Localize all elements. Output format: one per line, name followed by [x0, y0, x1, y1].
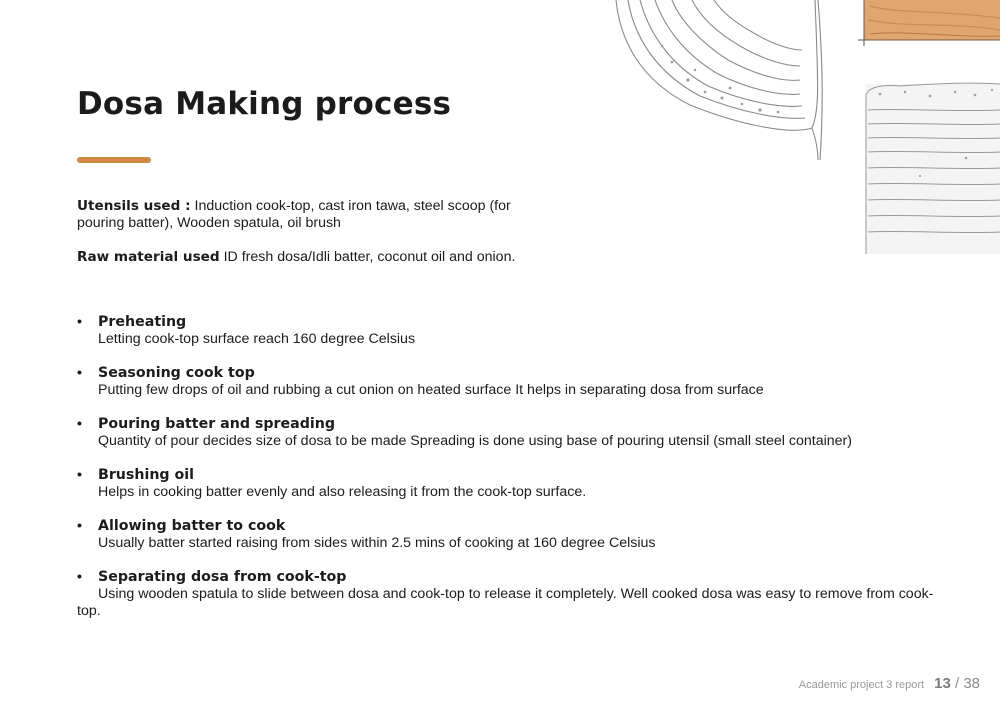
- step-description: Putting few drops of oil and rubbing a cut onion on heated surface It helps in separating dosa from surface: [98, 382, 764, 398]
- process-step: [77, 314, 937, 348]
- bullet-icon: •: [77, 569, 82, 585]
- step-title: Allowing batter to cook: [98, 518, 286, 534]
- bullet-icon: •: [77, 416, 82, 432]
- current-page: 13: [934, 675, 951, 692]
- process-step: [77, 569, 937, 620]
- step-description: Usually batter started raising from sides within 2.5 mins of cooking at 160 degree Celsius: [98, 535, 656, 551]
- utensils-text: Induction cook-top, cast iron tawa, steel scoop (for pouring batter), Wooden spatula, oil brush: [77, 198, 511, 231]
- raw-material-label: Raw material used: [77, 249, 220, 265]
- bullet-icon: •: [77, 314, 82, 330]
- step-title: Separating dosa from cook-top: [98, 569, 347, 585]
- step-title: Seasoning cook top: [98, 365, 255, 381]
- step-description: Quantity of pour decides size of dosa to be made Spreading is done using base of pouring utensil (small steel container): [98, 433, 852, 449]
- bullet-icon: •: [77, 518, 82, 534]
- raw-material-paragraph: [77, 249, 557, 266]
- process-steps-list: [77, 314, 937, 637]
- intro-section: [77, 198, 557, 283]
- raw-material-text: ID fresh dosa/Idli batter, coconut oil and onion.: [219, 249, 516, 265]
- process-step: [77, 416, 937, 450]
- page-separator: /: [954, 675, 960, 692]
- step-title: Pouring batter and spreading: [98, 416, 335, 432]
- utensils-label: Utensils used :: [77, 198, 191, 214]
- step-description: Helps in cooking batter evenly and also releasing it from the cook-top surface.: [98, 484, 587, 500]
- bullet-icon: •: [77, 365, 82, 381]
- report-label: Academic project 3 report: [798, 679, 925, 691]
- total-pages: 38: [963, 675, 980, 692]
- step-description: Using wooden spatula to slide between dosa and cook-top to release it completely. Well cooked dosa was easy to remove from cook-top.: [77, 586, 934, 619]
- process-step: [77, 365, 937, 399]
- title-accent-bar: [77, 157, 151, 163]
- batter-stack-drawing: [866, 83, 1000, 254]
- page-title: Dosa Making process: [77, 86, 452, 122]
- process-step: [77, 518, 937, 552]
- step-title: Brushing oil: [98, 467, 194, 483]
- rolled-dosa-drawing: [616, 0, 822, 160]
- utensils-paragraph: [77, 198, 557, 232]
- step-title: Preheating: [98, 314, 187, 330]
- page-number: [934, 675, 980, 692]
- wooden-spatula-drawing: [858, 0, 1000, 46]
- page-footer: [799, 675, 980, 692]
- step-description: Letting cook-top surface reach 160 degree Celsius: [98, 331, 416, 347]
- process-step: [77, 467, 937, 501]
- bullet-icon: •: [77, 467, 82, 483]
